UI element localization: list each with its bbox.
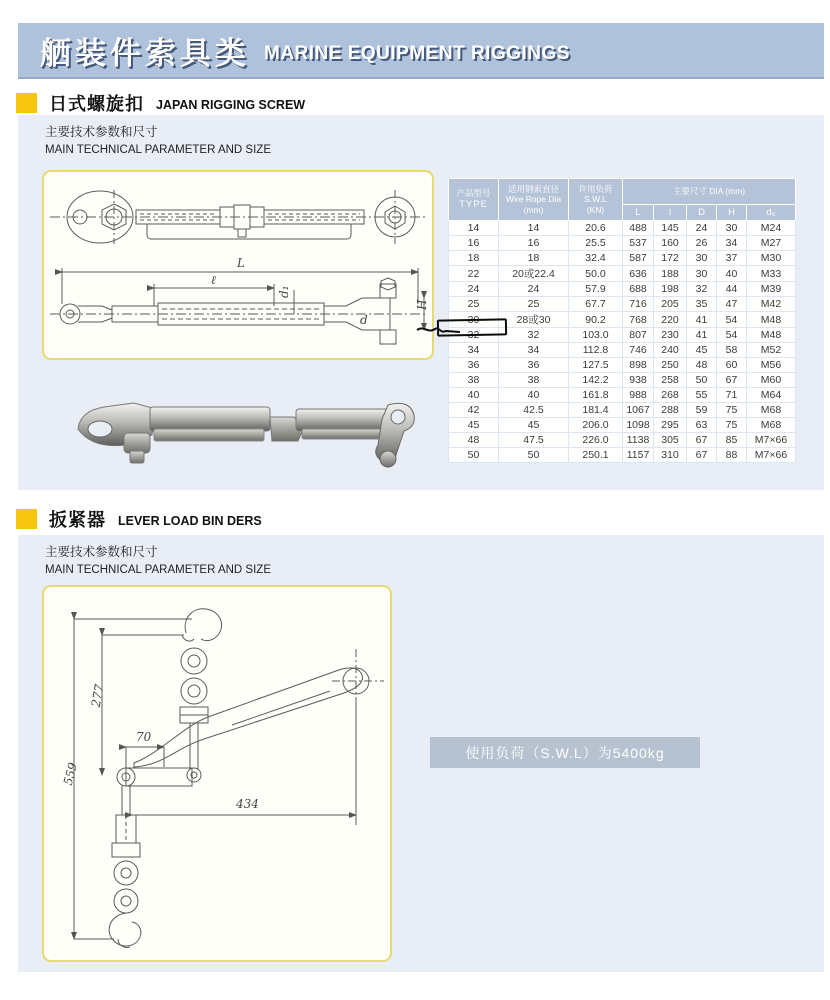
table-cell: 1098: [623, 418, 654, 433]
table-row: [449, 373, 796, 388]
section1-param-title: [45, 124, 271, 158]
section2-title-cn: 扳紧器: [49, 510, 106, 530]
table-cell: 145: [654, 221, 687, 236]
table-cell: 1067: [623, 403, 654, 418]
param-cn: 主要技术参数和尺寸: [45, 545, 158, 559]
table-cell: 40: [499, 388, 569, 403]
table-cell: 1138: [623, 433, 654, 448]
table-cell: M68: [747, 403, 796, 418]
table-cell: M52: [747, 343, 796, 358]
table-cell: 295: [654, 418, 687, 433]
col-wire-header: 适用钢索直径 Wire Rope Dia (mm): [499, 179, 569, 221]
table-cell: 716: [623, 297, 654, 312]
table-cell: 587: [623, 251, 654, 266]
table-cell: 41: [687, 328, 717, 343]
table-cell: 898: [623, 358, 654, 373]
table-row: [449, 221, 796, 236]
rigging-screw-drawing: [42, 170, 434, 360]
table-cell: 20或22.4: [499, 266, 569, 282]
table-row: [449, 266, 796, 282]
table-cell: 32.4: [569, 251, 623, 266]
table-cell: 67: [717, 373, 747, 388]
subcol-d0: d₀: [747, 205, 796, 221]
table-cell: 127.5: [569, 358, 623, 373]
col-type-header: 产品型号 TYPE: [449, 179, 499, 221]
table-cell: 30: [717, 221, 747, 236]
table-cell: 26: [687, 236, 717, 251]
table-cell: 20.6: [569, 221, 623, 236]
yellow-square-icon: [16, 93, 37, 113]
table-cell: 172: [654, 251, 687, 266]
table-cell: M7×66: [747, 433, 796, 448]
table-cell: M64: [747, 388, 796, 403]
table-cell: M33: [747, 266, 796, 282]
table-row: [449, 418, 796, 433]
table-cell: 1157: [623, 448, 654, 463]
subcol-H: H: [717, 205, 747, 221]
table-cell: M42: [747, 297, 796, 312]
table-cell: 34: [449, 343, 499, 358]
table-cell: 50: [687, 373, 717, 388]
table-cell: 47.5: [499, 433, 569, 448]
dim-70-label: 70: [136, 730, 152, 744]
table-cell: 24: [687, 221, 717, 236]
table-cell: 42.5: [499, 403, 569, 418]
table-cell: 24: [499, 282, 569, 297]
dim-l-label: ℓ: [211, 273, 216, 287]
table-cell: 25.5: [569, 236, 623, 251]
table-cell: 14: [499, 221, 569, 236]
param-en: MAIN TECHNICAL PARAMETER AND SIZE: [45, 143, 271, 156]
banner-title-cn: 舾装件索具类: [40, 35, 250, 71]
table-cell: 160: [654, 236, 687, 251]
subcol-l: l: [654, 205, 687, 221]
table-cell: 112.8: [569, 343, 623, 358]
table-cell: M39: [747, 282, 796, 297]
table-row: [449, 388, 796, 403]
table-cell: 268: [654, 388, 687, 403]
table-cell: 32: [449, 328, 499, 343]
table-cell: 63: [687, 418, 717, 433]
subcol-D: D: [687, 205, 717, 221]
table-cell: M48: [747, 328, 796, 343]
table-cell: 250: [654, 358, 687, 373]
table-cell: 25: [449, 297, 499, 312]
table-cell: M48: [747, 312, 796, 328]
table-cell: 230: [654, 328, 687, 343]
table-cell: 988: [623, 388, 654, 403]
dim-559-label: 559: [60, 760, 81, 787]
table-cell: 310: [654, 448, 687, 463]
table-cell: 25: [499, 297, 569, 312]
lever-load-binder-drawing: [42, 585, 392, 962]
section2-title-en: LEVER LOAD BIN DERS: [118, 513, 262, 528]
table-cell: 57.9: [569, 282, 623, 297]
spec-table-body: [449, 221, 796, 463]
table-cell: 38: [449, 373, 499, 388]
table-cell: 50: [499, 448, 569, 463]
table-cell: 40: [449, 388, 499, 403]
subcol-L: L: [623, 205, 654, 221]
table-cell: 75: [717, 418, 747, 433]
table-cell: 67: [687, 448, 717, 463]
table-cell: 45: [499, 418, 569, 433]
table-row: [449, 236, 796, 251]
table-cell: 30: [687, 251, 717, 266]
table-cell: 14: [449, 221, 499, 236]
table-cell: 50: [449, 448, 499, 463]
table-cell: 142.2: [569, 373, 623, 388]
table-cell: 220: [654, 312, 687, 328]
table-cell: 45: [449, 418, 499, 433]
table-row: [449, 448, 796, 463]
table-cell: 198: [654, 282, 687, 297]
table-cell: 161.8: [569, 388, 623, 403]
page-banner: [18, 23, 824, 79]
hand-drawn-arrow-icon: [416, 322, 462, 338]
table-row: [449, 343, 796, 358]
table-cell: 226.0: [569, 433, 623, 448]
table-row: [449, 297, 796, 312]
param-cn: 主要技术参数和尺寸: [45, 125, 158, 139]
section1-heading: [16, 90, 305, 116]
table-row: [449, 282, 796, 297]
dim-H-label: H: [415, 299, 429, 310]
dim-d1-label: d₁: [277, 285, 291, 298]
table-cell: 16: [499, 236, 569, 251]
table-cell: 58: [717, 343, 747, 358]
table-cell: 288: [654, 403, 687, 418]
spec-table-head: [449, 179, 796, 221]
table-cell: 488: [623, 221, 654, 236]
table-cell: M56: [747, 358, 796, 373]
table-cell: 30: [687, 266, 717, 282]
table-cell: 38: [499, 373, 569, 388]
param-en: MAIN TECHNICAL PARAMETER AND SIZE: [45, 563, 271, 576]
table-cell: 54: [717, 328, 747, 343]
col-dia-group-header: 主要尺寸 DIA (mm): [623, 179, 796, 205]
table-cell: M30: [747, 251, 796, 266]
section1-panel: [18, 115, 824, 490]
col-swl-header: 许用负荷 S.W.L (KN): [569, 179, 623, 221]
table-cell: 103.0: [569, 328, 623, 343]
table-cell: 768: [623, 312, 654, 328]
swl-note-badge: 使用负荷（S.W.L）为5400kg: [430, 737, 700, 768]
table-cell: 258: [654, 373, 687, 388]
table-cell: 16: [449, 236, 499, 251]
rigging-screw-schematic: [44, 172, 432, 358]
table-cell: 34: [499, 343, 569, 358]
table-row: [449, 358, 796, 373]
table-cell: 206.0: [569, 418, 623, 433]
table-cell: 250.1: [569, 448, 623, 463]
table-cell: 54: [717, 312, 747, 328]
dim-277-label: 277: [88, 683, 107, 709]
table-cell: 24: [449, 282, 499, 297]
table-cell: 48: [687, 358, 717, 373]
table-cell: 88: [717, 448, 747, 463]
table-cell: 32: [687, 282, 717, 297]
dim-L-label: L: [237, 256, 245, 270]
table-cell: 746: [623, 343, 654, 358]
table-cell: 36: [499, 358, 569, 373]
section2-param-title: [45, 544, 271, 578]
table-cell: 90.2: [569, 312, 623, 328]
yellow-square-icon: [16, 509, 37, 529]
table-cell: 18: [449, 251, 499, 266]
table-cell: 45: [687, 343, 717, 358]
table-cell: 71: [717, 388, 747, 403]
table-cell: 807: [623, 328, 654, 343]
table-cell: 32: [499, 328, 569, 343]
table-cell: 688: [623, 282, 654, 297]
section2-heading: [16, 506, 262, 532]
table-cell: 305: [654, 433, 687, 448]
table-cell: 30: [449, 312, 499, 328]
table-cell: 28或30: [499, 312, 569, 328]
table-cell: 240: [654, 343, 687, 358]
table-cell: 37: [717, 251, 747, 266]
table-cell: 938: [623, 373, 654, 388]
table-cell: 22: [449, 266, 499, 282]
dim-d-label: d: [360, 313, 368, 327]
table-cell: M7×66: [747, 448, 796, 463]
table-row: [449, 403, 796, 418]
table-cell: M27: [747, 236, 796, 251]
table-cell: 18: [499, 251, 569, 266]
dim-434-label: 434: [236, 797, 259, 811]
table-cell: M60: [747, 373, 796, 388]
table-cell: 205: [654, 297, 687, 312]
table-cell: 48: [449, 433, 499, 448]
table-cell: 188: [654, 266, 687, 282]
banner-title-en: MARINE EQUIPMENT RIGGINGS: [264, 43, 570, 64]
table-cell: M68: [747, 418, 796, 433]
table-cell: 50.0: [569, 266, 623, 282]
table-cell: 75: [717, 403, 747, 418]
table-cell: 85: [717, 433, 747, 448]
lever-load-binder-schematic: [44, 587, 390, 960]
section1-title-en: JAPAN RIGGING SCREW: [156, 97, 306, 112]
table-cell: 67.7: [569, 297, 623, 312]
table-cell: 42: [449, 403, 499, 418]
table-cell: 41: [687, 312, 717, 328]
table-cell: 60: [717, 358, 747, 373]
table-cell: 34: [717, 236, 747, 251]
table-row: [449, 251, 796, 266]
table-cell: 36: [449, 358, 499, 373]
table-cell: 59: [687, 403, 717, 418]
table-cell: 35: [687, 297, 717, 312]
table-cell: M24: [747, 221, 796, 236]
rigging-screw-photo: [58, 377, 430, 477]
table-cell: 181.4: [569, 403, 623, 418]
table-cell: 40: [717, 266, 747, 282]
section1-title-cn: 日式螺旋扣: [49, 94, 144, 114]
table-cell: 47: [717, 297, 747, 312]
table-cell: 67: [687, 433, 717, 448]
section2-panel: [18, 535, 824, 972]
table-cell: 537: [623, 236, 654, 251]
table-cell: 55: [687, 388, 717, 403]
table-cell: 636: [623, 266, 654, 282]
table-cell: 44: [717, 282, 747, 297]
table-row: [449, 433, 796, 448]
